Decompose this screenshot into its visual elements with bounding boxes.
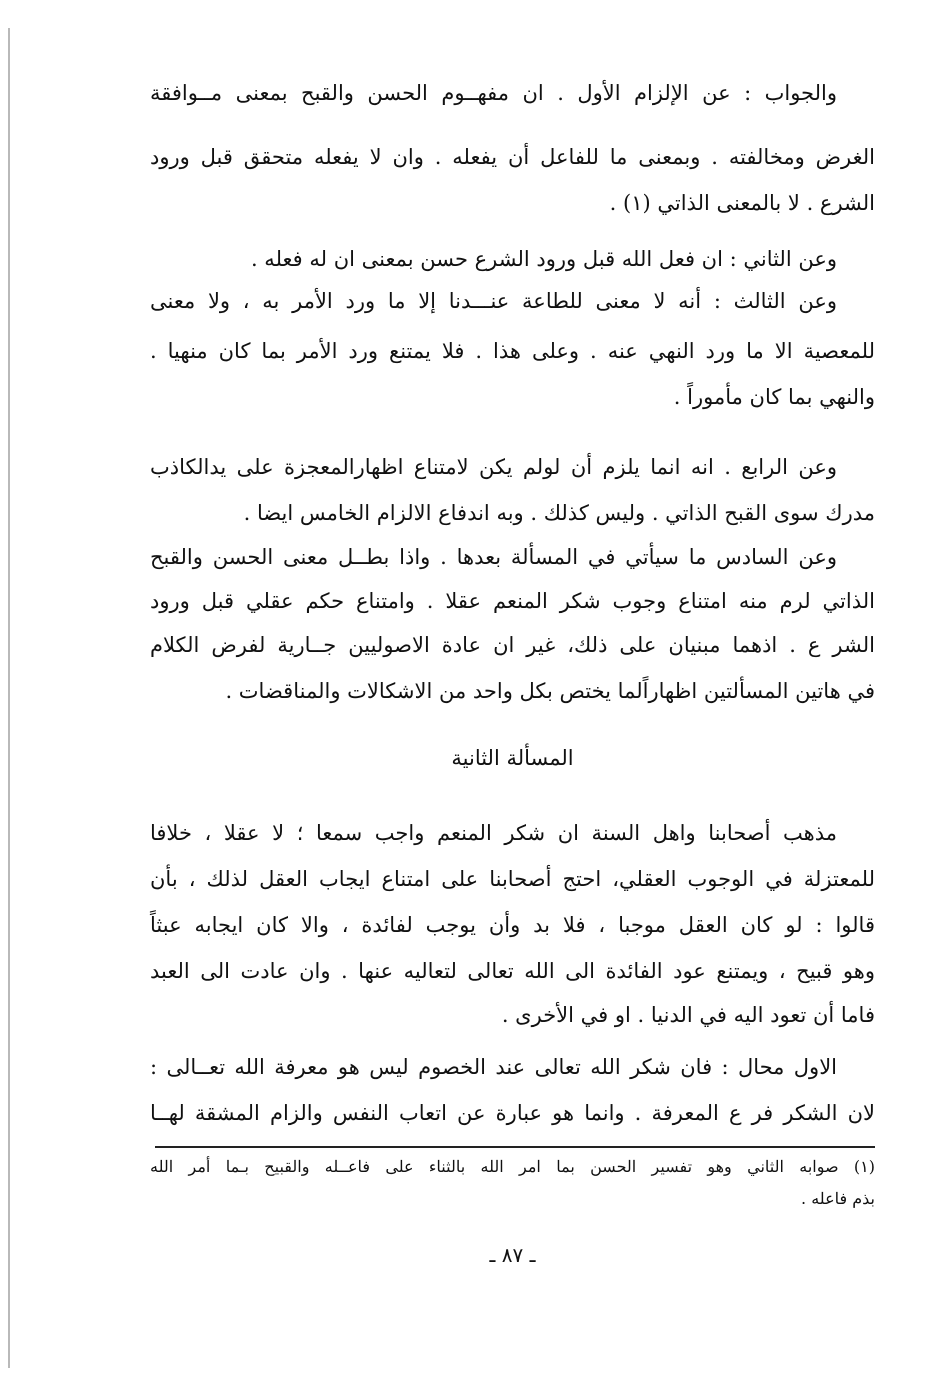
text-line: الغرض ومخالفته . وبمعنى ما للفاعل أن يفعله . وان لا يفعله متحقق قبل ورود — [150, 145, 875, 169]
text-line: للمعتزلة في الوجوب العقلي، احتج أصحابنا على امتناع ايجاب العقل لذلك ، بأن — [150, 867, 875, 891]
text-line: لان الشكر فر ع المعرفة . وانما هو عبارة عن اتعاب النفس والزام المشقة لهــا — [150, 1101, 875, 1125]
document-page — [150, 78, 875, 1318]
scan-edge-line — [8, 28, 10, 1368]
text-line: وعن الثالث : أنه لا معنى للطاعة عنـــدنا إلا ما ورد الأمر به ، ولا معنى — [150, 289, 837, 313]
text-line: مذهب أصحابنا واهل السنة ان شكر المنعم واجب سمعا ؛ لا عقلا ، خلافا — [150, 821, 837, 845]
page-number: ـ ٨٧ ـ — [489, 1243, 536, 1267]
footnote-line: (١) صوابه الثاني وهو تفسير الحسن بما امر الله بالثناء على فاعــله والقبيح بـما أمر الله — [150, 1157, 875, 1176]
text-line: وعن الثاني : ان فعل الله قبل ورود الشرع حسن بمعنى ان له فعله . — [250, 247, 837, 271]
text-line: والنهي بما كان مأموراً . — [673, 385, 875, 409]
text-line: الشر ع . اذهما مبنيان على ذلك، غير ان عادة الاصوليين جــارية لفرض الكلام — [150, 633, 875, 657]
footnote-line: بذم فاعله . — [801, 1189, 875, 1208]
text-line: والجواب : عن الإلزام الأول . ان مفهــوم الحسن والقبح بمعنى مــوافقة — [150, 81, 837, 105]
text-line: وعن السادس ما سيأتي في المسألة بعدها . واذا بطــل معنى الحسن والقبح — [150, 545, 837, 569]
text-line: فاما أن تعود اليه في الدنيا . او في الأخرى . — [501, 1003, 875, 1027]
text-line: وعن الرابع . انه انما يلزم أن لولم يكن لامتناع اظهارالمعجزة على يدالكاذب — [150, 455, 837, 479]
section-heading: المسألة الثانية — [451, 746, 574, 770]
text-line: وهو قبيح ، ويمتنع عود الفائدة الى الله تعالى لتعاليه عنها . وان عادت الى العبد — [150, 959, 875, 983]
text-line: للمعصية الا ما ورد النهي عنه . وعلى هذا . فلا يمتنع ورد الأمر بما كان منهيا . — [150, 339, 875, 363]
text-line: الشرع . لا بالمعنى الذاتي (١) . — [609, 191, 875, 215]
text-line: مدرك سوى القبح الذاتي . وليس كذلك . وبه اندفاع الالزام الخامس ايضا . — [243, 501, 875, 525]
footnote-rule — [155, 1146, 875, 1148]
text-line: الذاتي لرم منه امتناع وجوب شكر المنعم عقلا . وامتناع حكم عقلي قبل ورود — [150, 589, 875, 613]
text-line: الاول محال : فان شكر الله تعالى عند الخصوم ليس هو معرفة الله تعــالى : — [150, 1055, 837, 1079]
text-line: قالوا : لو كان العقل موجبا ، فلا بد وأن يوجب لفائدة ، والا كان ايجابه عبثاً — [150, 913, 875, 937]
text-line: في هاتين المسألتين اظهاراًلما يختص بكل واحد من الاشكالات والمناقضات . — [225, 679, 875, 703]
